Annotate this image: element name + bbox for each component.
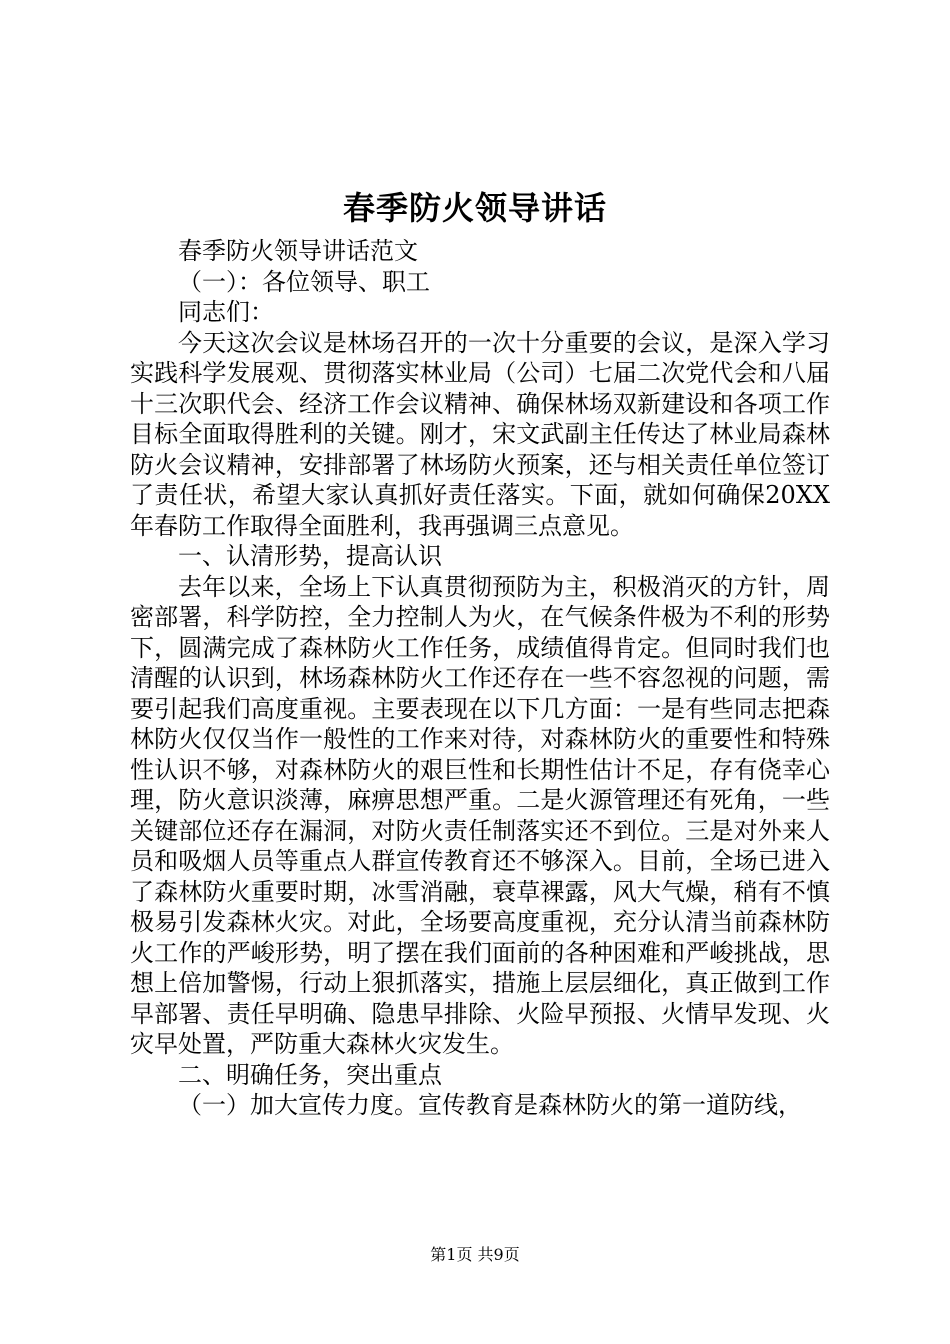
paragraph-section-marker: （一）：各位领导、职工	[178, 267, 430, 296]
paragraph-opening: 今天这次会议是林场召开的一次十分重要的会议，是深入学习实践科学发展观、贯彻落实林业局（公司）七届二次党代会和八届十三次职代会、经济工作会议精神、确保林场双新建设和各项工作目标全面取得胜利的关键。刚才，宋文武副主任传达了林业局森林防火会议精神，安排部署了林场防火预案，还与相关责任单位签订了责任状，希望大家认真抓好责任落实。下面，就如何确保20XX年春防工作取得全面胜利，我再强调三点意见。	[130, 328, 830, 540]
paragraph-salutation: 同志们：	[178, 298, 274, 326]
document-title: 春季防火领导讲话	[342, 189, 607, 227]
page-footer: 第1页 共9页	[430, 1245, 520, 1264]
paragraph-subtitle: 春季防火领导讲话范文	[178, 237, 418, 265]
heading-section-one: 一、认清形势，提高认识	[178, 542, 442, 570]
paragraph-section-two-start: （一）加大宣传力度。宣传教育是森林防火的第一道防线，	[178, 1091, 802, 1119]
paragraph-section-one: 去年以来，全场上下认真贯彻预防为主，积极消灭的方针，周密部署，科学防控，全力控制人为火，在气候条件极为不利的形势下，圆满完成了森林防火工作任务，成绩值得肯定。但同时我们也清醒的认识到，林场森林防火工作还存在一些不容忽视的问题，需要引起我们高度重视。主要表现在以下几方面：一是有些同志把森林防火仅仅当作一般性的工作来对待，对森林防火的重要性和特殊性认识不够，对森林防火的艰巨性和长期性估计不足，存有侥幸心理，防火意识淡薄，麻痹思想严重。二是火源管理还有死角，一些关键部位还存在漏洞，对防火责任制落实还不到位。三是对外来人员和吸烟人员等重点人群宣传教育还不够深入。目前，全场已进入了森林防火重要时期，冰雪消融，衰草裸露，风大气燥，稍有不慎极易引发森林火灾。对此，全场要高度重视，充分认清当前森林防火工作的严峻形势，明了摆在我们面前的各种困难和严峻挑战，思想上倍加警惕，行动上狠抓落实，措施上层层细化，真正做到工作早部署、责任早明确、隐患早排除、火险早预报、火情早发现、火灾早处置，严防重大森林火灾发生。	[130, 572, 830, 1058]
heading-section-two: 二、明确任务，突出重点	[178, 1060, 442, 1089]
document-body	[130, 236, 830, 1121]
